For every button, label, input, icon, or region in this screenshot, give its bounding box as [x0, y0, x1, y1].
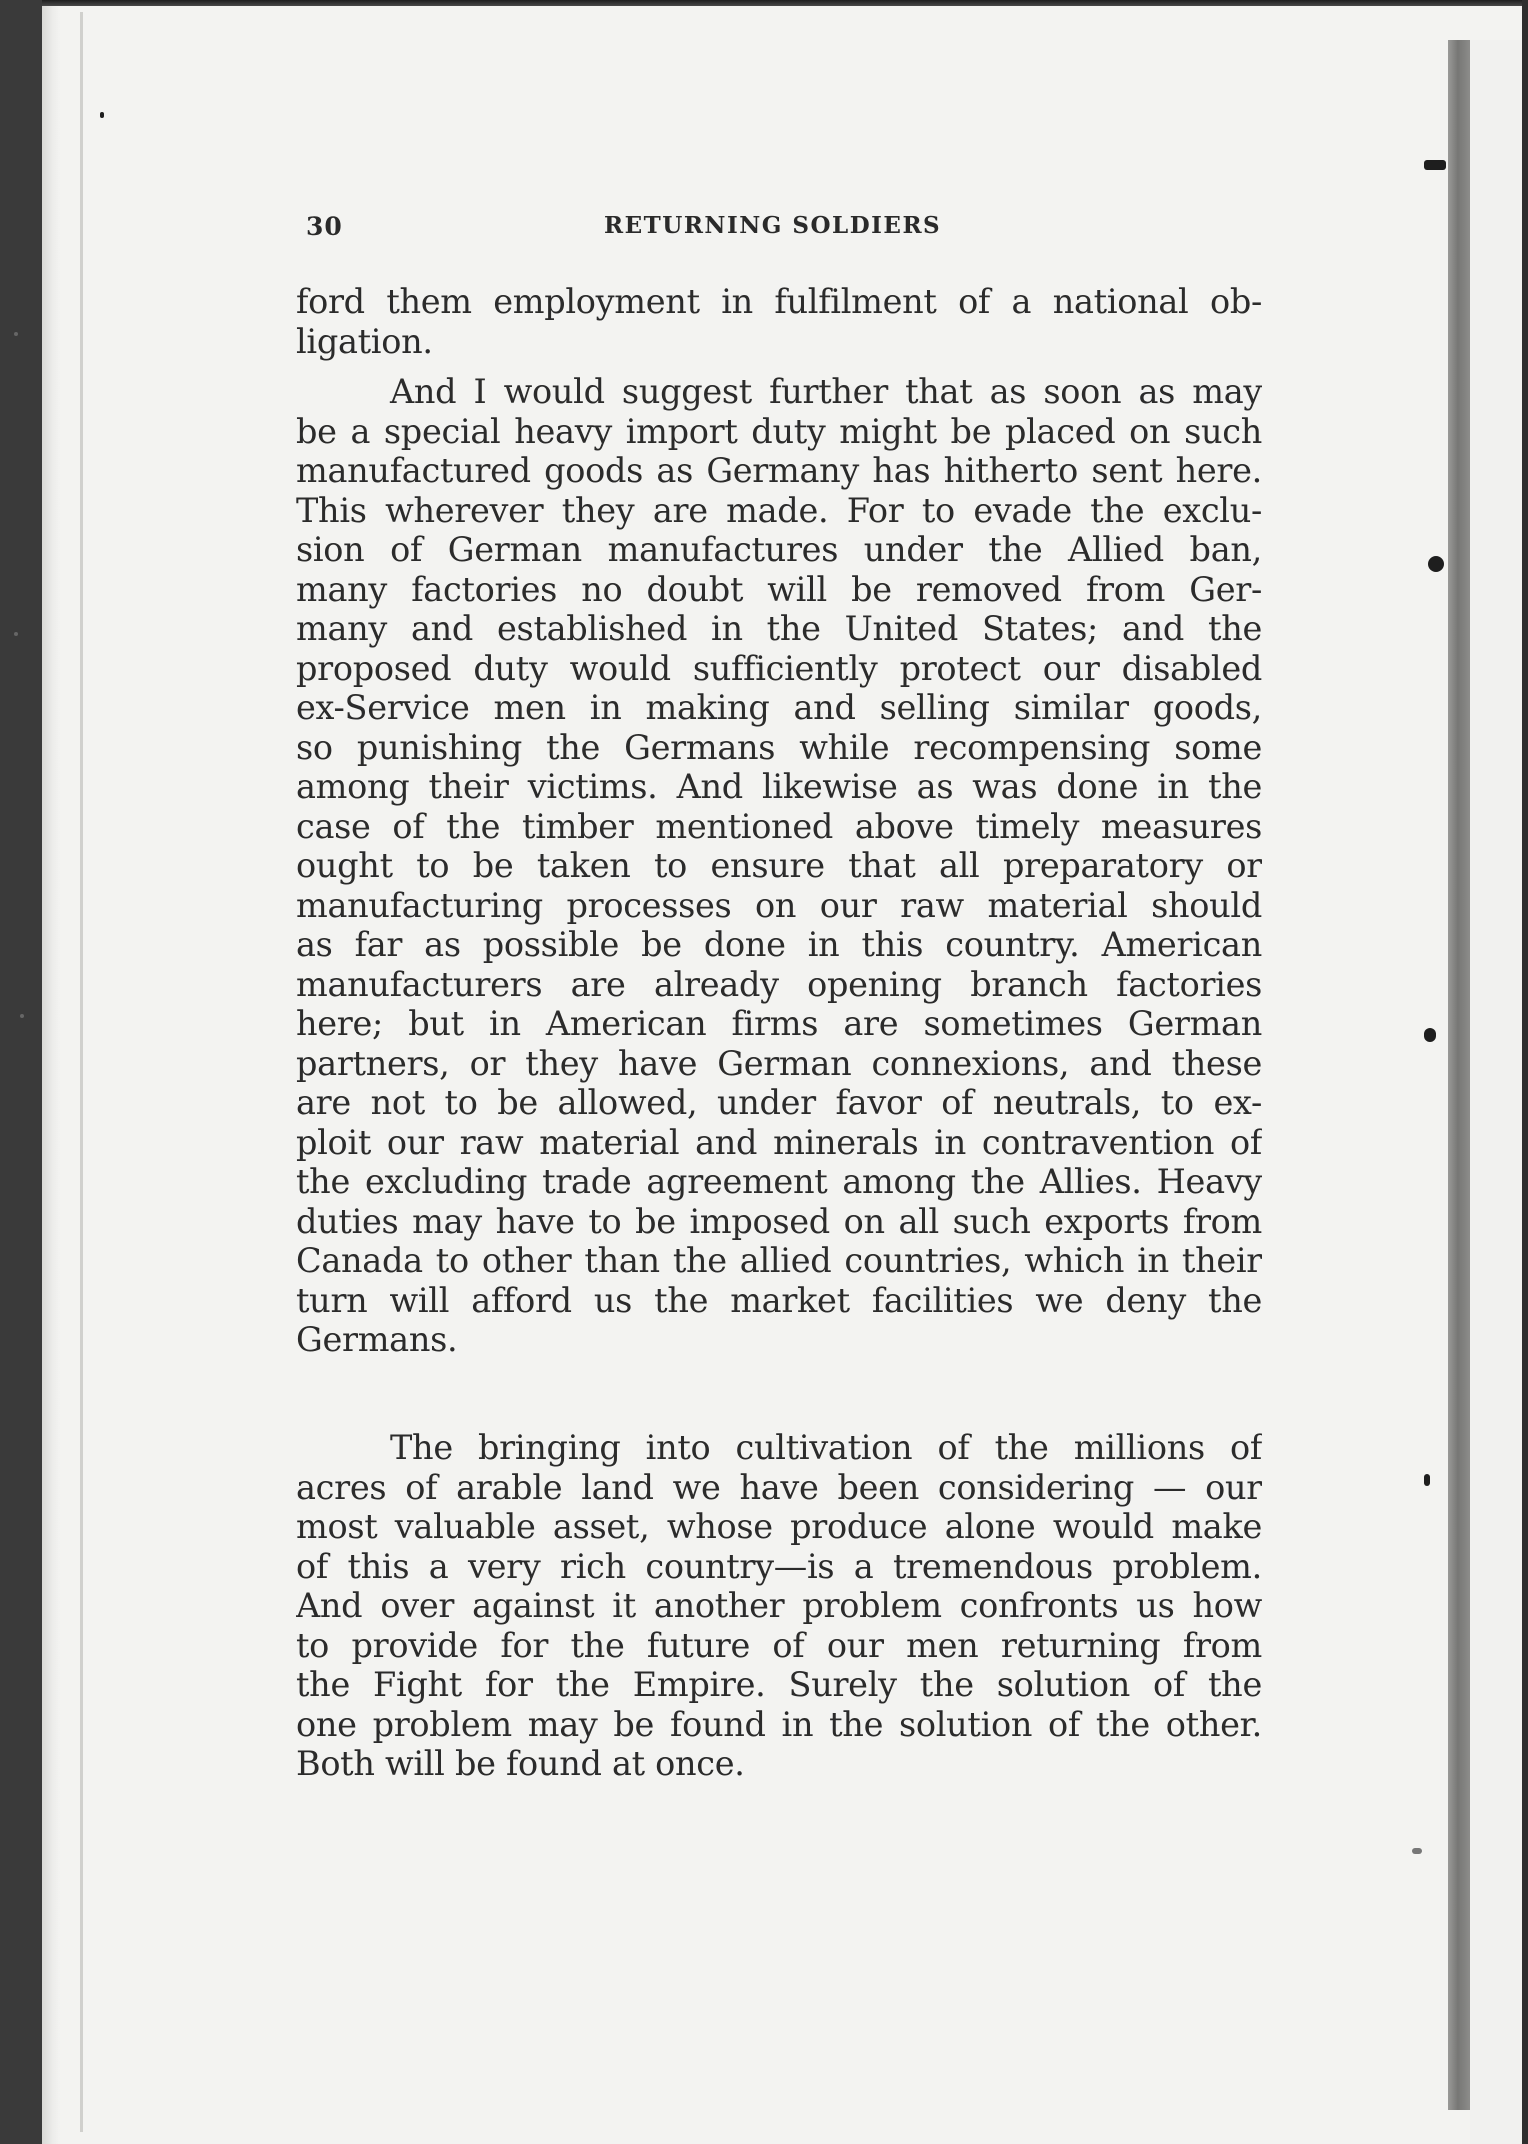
text-line: here; but in American firms are sometimes German: [296, 1004, 1262, 1043]
paragraph-import-duty: [296, 372, 1262, 1360]
running-title: RETURNING SOLDIERS: [604, 212, 942, 239]
text-line: most valuable asset, whose produce alone would make: [296, 1507, 1262, 1546]
text-line: as far as possible be done in this country. American: [296, 925, 1262, 964]
text-line: among their victims. And likewise as was done in the: [296, 767, 1262, 806]
text-line: ex-Service men in making and selling similar goods,: [296, 688, 1262, 727]
text-line: Canada to other than the allied countries, which in their: [296, 1241, 1262, 1280]
text-line: And over against it another problem confronts us how: [296, 1586, 1262, 1625]
binding-gutter: [1448, 40, 1470, 2110]
text-line: of this a very rich country—is a tremendous problem.: [296, 1546, 1262, 1586]
page-fold-line: [80, 12, 83, 2132]
text-line: the excluding trade agreement among the Allies. Heavy: [296, 1162, 1262, 1201]
scan-speck: [14, 632, 18, 636]
text-line: are not to be allowed, under favor of neutrals, to ex-: [296, 1083, 1262, 1122]
text-line: manufacturing processes on our raw material should: [296, 885, 1262, 925]
page-number: 30: [306, 212, 343, 241]
scan-right-edge: [1522, 0, 1528, 2144]
text-line: acres of arable land we have been considering — our: [296, 1467, 1262, 1507]
scan-speck: [20, 1014, 24, 1018]
binding-mark: [1424, 1028, 1436, 1042]
paragraph-continuation: [296, 282, 1262, 361]
paragraph-cultivation: [296, 1428, 1262, 1784]
text-line: ford them employment in fulfilment of a national ob-: [296, 282, 1262, 321]
scan-speck: [100, 112, 104, 118]
text-line: so punishing the Germans while recompensing some: [296, 727, 1262, 767]
text-line: manufactured goods as Germany has hitherto sent here.: [296, 451, 1262, 490]
text-line: one problem may be found in the solution of the other.: [296, 1704, 1262, 1744]
binding-mark: [1428, 556, 1444, 572]
text-line: turn will afford us the market facilities we deny the: [296, 1280, 1262, 1320]
text-line: Germans.: [296, 1320, 458, 1359]
text-line: be a special heavy import duty might be placed on such: [296, 411, 1262, 451]
text-line: Both will be found at once.: [296, 1744, 745, 1783]
text-line: to provide for the future of our men returning from: [296, 1625, 1262, 1665]
text-line: sion of German manufactures under the Allied ban,: [296, 530, 1262, 569]
text-line: This wherever they are made. For to evade the exclu-: [296, 490, 1262, 530]
text-line: proposed duty would sufficiently protect our disabled: [296, 648, 1262, 688]
text-line: ploit our raw material and minerals in contravention of: [296, 1122, 1262, 1162]
running-head: [0, 212, 1528, 252]
text-line: duties may have to be imposed on all such exports from: [296, 1201, 1262, 1241]
adjacent-page-margin: [1470, 40, 1528, 2144]
binding-mark: [1424, 1474, 1430, 1486]
text-line: many factories no doubt will be removed from Ger-: [296, 569, 1262, 609]
text-line: the Fight for the Empire. Surely the solution of the: [296, 1665, 1262, 1704]
text-line: many and established in the United States; and the: [296, 609, 1262, 648]
text-line: case of the timber mentioned above timely measures: [296, 806, 1262, 846]
binding-mark: [1424, 160, 1446, 170]
text-line: And I would suggest further that as soon as may: [390, 372, 1262, 411]
text-line: partners, or they have German connexions, and these: [296, 1043, 1262, 1083]
text-line: ought to be taken to ensure that all preparatory or: [296, 846, 1262, 885]
text-line: The bringing into cultivation of the millions of: [390, 1428, 1262, 1467]
scan-speck: [14, 332, 18, 336]
text-line: ligation.: [296, 321, 433, 361]
binding-mark: [1412, 1848, 1422, 1854]
text-line: manufacturers are already opening branch factories: [296, 964, 1262, 1004]
paper-left-edge: [42, 6, 60, 2144]
